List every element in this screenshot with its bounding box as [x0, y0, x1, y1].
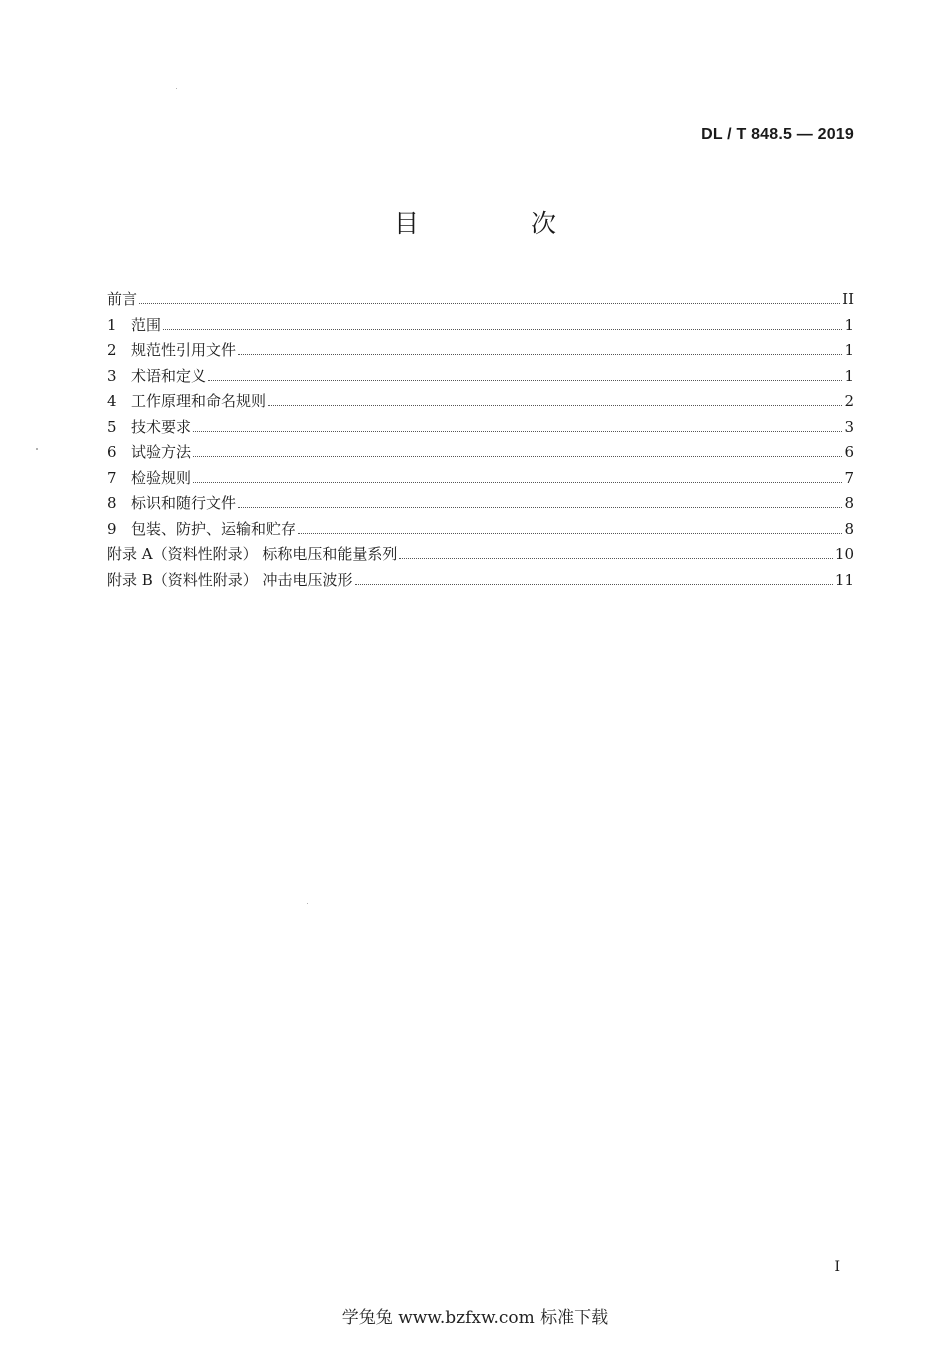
- toc-entry-label: 标识和随行文件: [131, 494, 237, 512]
- toc-entry-foreword[interactable]: [107, 287, 854, 313]
- toc-leader: [163, 328, 842, 330]
- toc-entry-9[interactable]: [107, 517, 854, 543]
- toc-entry-8[interactable]: [107, 491, 854, 517]
- toc-entry-page: 2: [844, 392, 854, 410]
- toc-entry-label: 规范性引用文件: [131, 341, 237, 359]
- toc-leader: [208, 379, 842, 381]
- page-title: 目 次: [394, 209, 608, 238]
- toc-entry-6[interactable]: [107, 440, 854, 466]
- toc-entry-number: 7: [107, 468, 117, 487]
- toc-leader: [298, 532, 842, 534]
- scan-speck: [176, 88, 177, 89]
- scan-speck: [307, 903, 308, 904]
- watermark-text[interactable]: 学兔兔 www.bzfxw.com 标准下载: [341, 1308, 609, 1328]
- toc-entry-page: 6: [844, 443, 854, 461]
- toc-entry-label: 检验规则: [131, 468, 192, 487]
- standard-code: DL / T 848.5 — 2019: [701, 126, 854, 143]
- table-of-contents: [107, 287, 854, 593]
- toc-entry-number: 2: [107, 341, 117, 359]
- toc-entry-label: 试验方法: [131, 443, 192, 461]
- toc-entry-page: 8: [844, 519, 854, 538]
- toc-entry-label: 术语和定义: [131, 366, 207, 385]
- toc-entry-page: II: [842, 290, 854, 308]
- page-number: I: [834, 1259, 840, 1275]
- toc-entry-page: 1: [844, 366, 854, 385]
- toc-entry-page: 8: [844, 494, 854, 512]
- toc-entry-page: 10: [834, 545, 854, 563]
- toc-entry-page: 11: [834, 570, 854, 589]
- toc-entry-1[interactable]: [107, 313, 854, 339]
- toc-leader: [193, 481, 842, 483]
- toc-leader: [193, 455, 842, 457]
- toc-entry-label: 工作原理和命名规则: [131, 392, 267, 410]
- toc-entry-number: 8: [107, 494, 117, 512]
- toc-entry-number: 4: [107, 392, 117, 410]
- toc-entry-page: 7: [844, 468, 854, 487]
- toc-entry-number: 3: [107, 366, 117, 385]
- toc-entry-number: 6: [107, 443, 117, 461]
- toc-entry-3[interactable]: [107, 364, 854, 390]
- toc-entry-label: 附录 B（资料性附录） 冲击电压波形: [107, 570, 353, 589]
- toc-leader: [139, 302, 840, 304]
- toc-leader: [238, 506, 842, 508]
- toc-entry-7[interactable]: [107, 466, 854, 492]
- toc-entry-appendix-a[interactable]: [107, 542, 854, 568]
- toc-entry-label: 范围: [131, 315, 162, 334]
- toc-leader: [355, 583, 833, 585]
- scan-speck: [36, 448, 38, 450]
- toc-entry-appendix-b[interactable]: [107, 568, 854, 594]
- toc-leader: [399, 557, 833, 559]
- toc-entry-2[interactable]: [107, 338, 854, 364]
- toc-leader: [268, 404, 842, 406]
- toc-entry-label: 附录 A（资料性附录） 标称电压和能量系列: [107, 545, 398, 563]
- toc-entry-page: 3: [844, 417, 854, 436]
- toc-entry-page: 1: [844, 341, 854, 359]
- toc-entry-5[interactable]: [107, 415, 854, 441]
- toc-entry-page: 1: [844, 315, 854, 334]
- toc-entry-number: 1: [107, 315, 117, 334]
- toc-leader: [238, 353, 842, 355]
- toc-entry-label: 包装、防护、运输和贮存: [131, 519, 297, 538]
- toc-leader: [193, 430, 842, 432]
- toc-entry-4[interactable]: [107, 389, 854, 415]
- toc-entry-number: 5: [107, 417, 117, 436]
- toc-entry-label: 技术要求: [131, 417, 192, 436]
- toc-entry-number: 9: [107, 519, 117, 538]
- toc-entry-label: 前言: [107, 290, 138, 308]
